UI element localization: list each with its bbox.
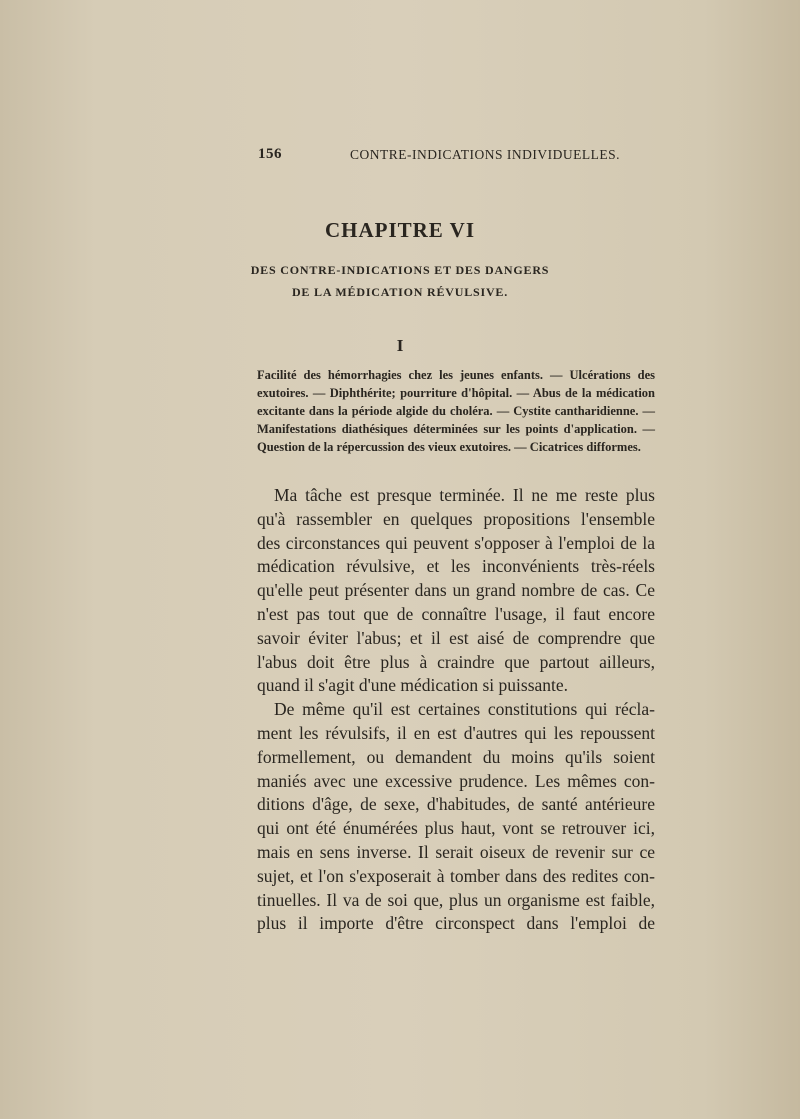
chapter-summary bbox=[257, 366, 655, 456]
body-text bbox=[257, 484, 655, 936]
chapter-title: CHAPITRE VI bbox=[324, 218, 476, 242]
body-line: des circonstances qui peuvent s'opposer à l'emploi de la bbox=[257, 532, 655, 553]
body-line: De même qu'il est certaines constitutions qui récla- bbox=[274, 699, 655, 720]
summary-text: Facilité des hémorrhagies chez les jeunes enfants. — Ulcérations des exutoires. — Diphthérite; pourriture d'hôpital. — Abus de la médication excitante dans la période algide du choléra. — Cystite cantharidienne. — Manifestations diathésiques déterminées sur les points d'application. — Question de la répercussion des vieux exutoires. — Cicatrices difformes. bbox=[257, 368, 655, 454]
body-line: n'est pas tout que de connaître l'usage, il faut encore bbox=[257, 603, 655, 624]
section-number: I bbox=[396, 336, 404, 355]
page-number: 156 bbox=[258, 146, 282, 162]
body-line: qu'à rassembler en quelques propositions l'ensemble bbox=[257, 508, 655, 529]
body-line: ment les révulsifs, il en est d'autres qui les repoussent bbox=[257, 722, 655, 743]
body-line: ditions d'âge, de sexe, d'habitudes, de santé antérieure bbox=[257, 794, 655, 815]
body-line: sujet, et l'on s'exposerait à tomber dans des redites con- bbox=[257, 865, 655, 886]
body-line: qu'elle peut présenter dans un grand nombre de cas. Ce bbox=[257, 580, 655, 601]
body-line: mais en sens inverse. Il serait oiseux de revenir sur ce bbox=[257, 841, 655, 862]
body-line: quand il s'agit d'une médication si puissante. bbox=[257, 675, 569, 696]
chapter-subtitle-line-1: DES CONTRE-INDICATIONS ET DES DANGERS bbox=[250, 263, 550, 277]
body-line: qui ont été énumérées plus haut, vont se retrouver ici, bbox=[257, 818, 655, 839]
body-line: formellement, ou demandent du moins qu'ils soient bbox=[257, 746, 655, 767]
chapter-subtitle-line-2: DE LA MÉDICATION RÉVULSIVE. bbox=[291, 285, 509, 299]
body-line: médication révulsive, et les inconvénients très-réels bbox=[257, 556, 655, 577]
body-line: Ma tâche est presque terminée. Il ne me reste plus bbox=[274, 485, 655, 505]
body-line: l'abus doit être plus à craindre que partout ailleurs, bbox=[257, 651, 655, 672]
body-line: maniés avec une excessive prudence. Les mêmes con- bbox=[257, 770, 655, 791]
body-line: tinuelles. Il va de soi que, plus un organisme est faible, bbox=[257, 889, 655, 910]
running-title: CONTRE-INDICATIONS INDIVIDUELLES. bbox=[350, 147, 620, 162]
body-line: plus il importe d'être circonspect dans l'emploi de bbox=[257, 913, 655, 934]
body-line: savoir éviter l'abus; et il est aisé de comprendre que bbox=[257, 627, 655, 648]
